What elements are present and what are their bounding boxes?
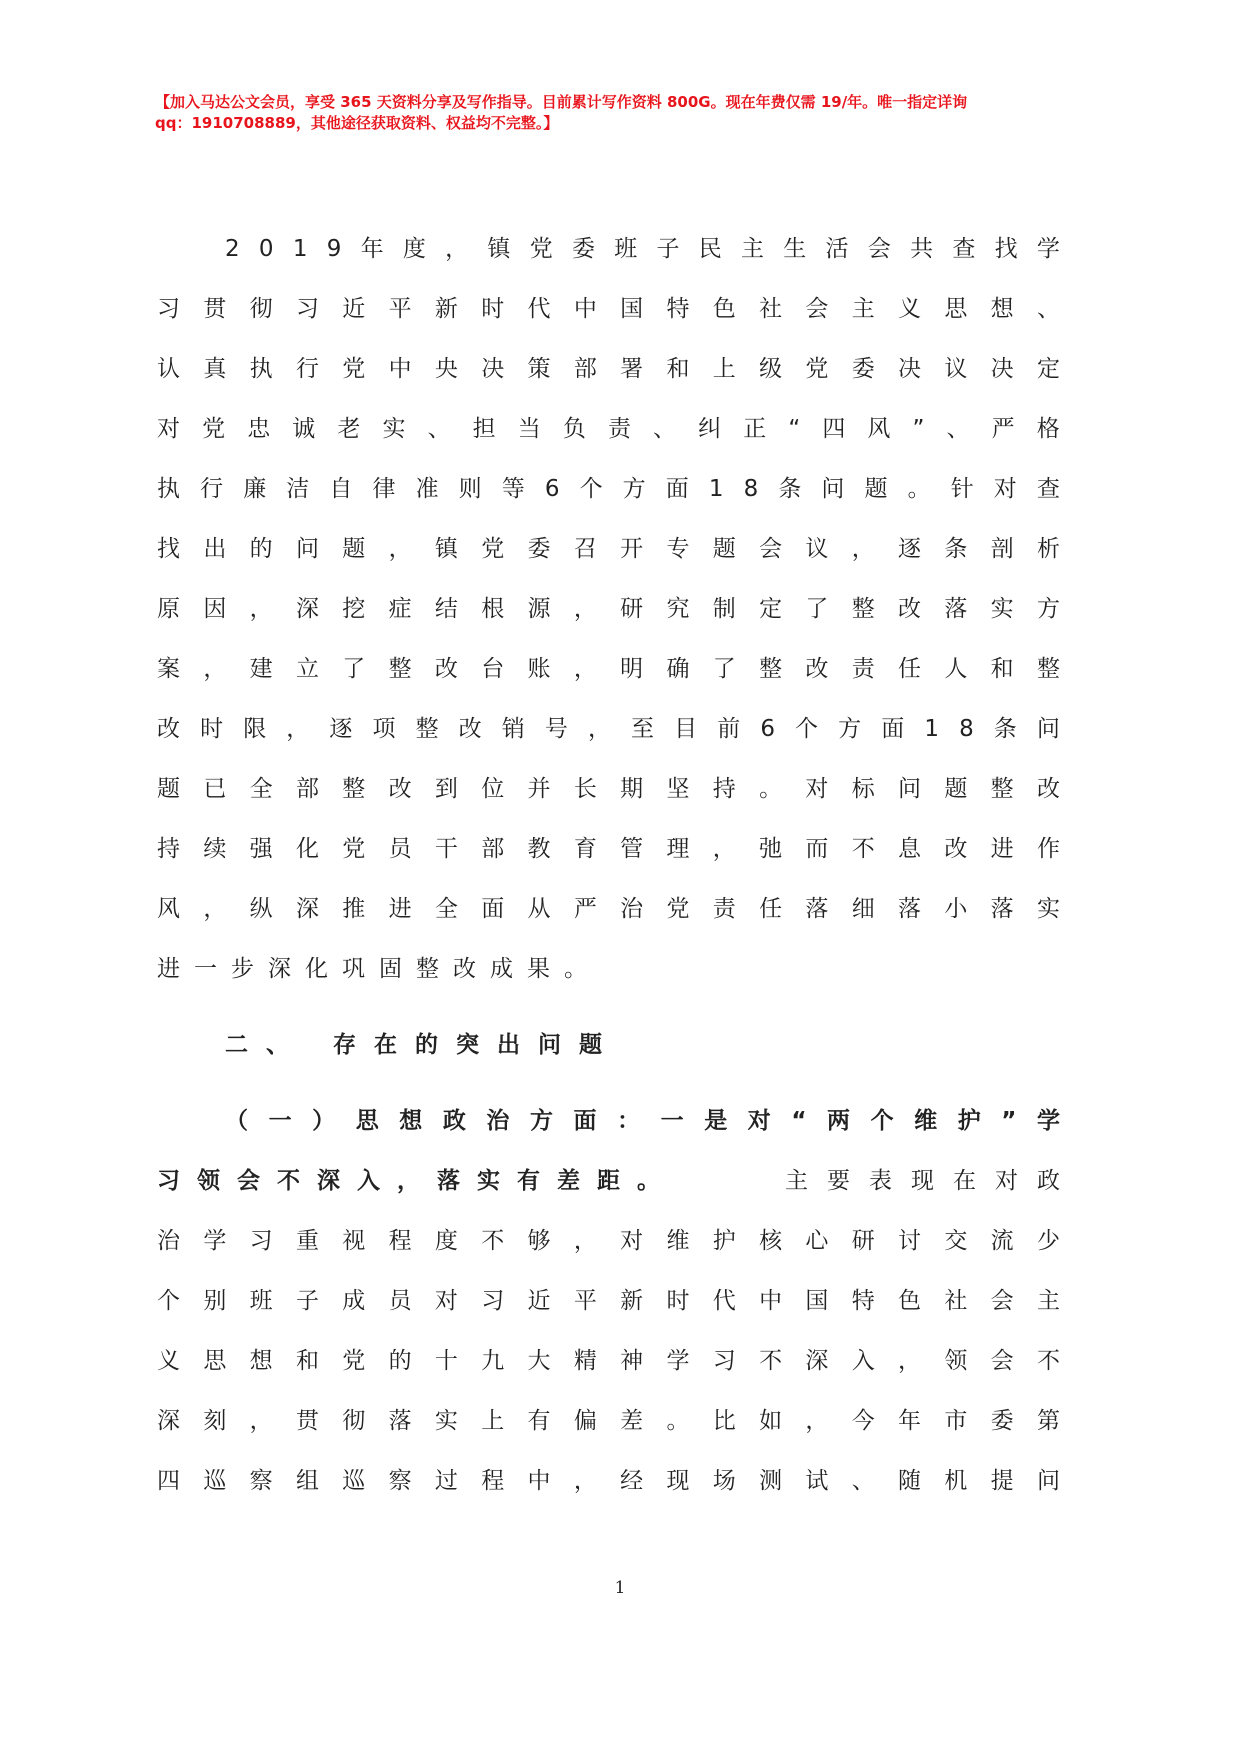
paragraph-1-line-12: 风 ， 纵 深 推 进 全 面 从 严 治 党 责 任 落 细 落 小 落 实 — [157, 896, 1060, 922]
paragraph-1-line-7: 原 因 ， 深 挖 症 结 根 源 ， 研 究 制 定 了 整 改 落 实 方 — [157, 596, 1060, 622]
paragraph-2-line-1: （ 一 ） 思 想 政 治 方 面 ： 一 是 对 “ 两 个 维 护 ” 学 — [225, 1108, 1060, 1134]
paragraph-1-line-10: 题 已 全 部 整 改 到 位 并 长 期 坚 持 。 对 标 问 题 整 改 — [157, 776, 1060, 802]
paragraph-1-line-5: 执 行 廉 洁 自 律 准 则 等 6 个 方 面 1 8 条 问 题 。 针 对 查 — [157, 476, 1060, 502]
paragraph-1-line-13: 进一步深化巩固整改成果。 — [157, 956, 601, 982]
paragraph-2-line-4: 个 别 班 子 成 员 对 习 近 平 新 时 代 中 国 特 色 社 会 主 — [157, 1288, 1060, 1314]
promo-line-2: qq：1910708889，其他途径获取资料、权益均不完整。】 — [155, 114, 559, 132]
paragraph-2-line-2-bold: 习领会不深入，落实有差距。 — [157, 1168, 677, 1194]
paragraph-1-line-6: 找 出 的 问 题 ， 镇 党 委 召 开 专 题 会 议 ， 逐 条 剖 析 — [157, 536, 1060, 562]
promo-banner — [155, 92, 1095, 134]
paragraph-1-line-1: 2 0 1 9 年 度 ， 镇 党 委 班 子 民 主 生 活 会 共 查 找 学 — [225, 236, 1060, 262]
paragraph-1-line-11: 持 续 强 化 党 员 干 部 教 育 管 理 ， 弛 而 不 息 改 进 作 — [157, 836, 1060, 862]
paragraph-2-line-3: 治 学 习 重 视 程 度 不 够 ， 对 维 护 核 心 研 讨 交 流 少 — [157, 1228, 1060, 1254]
paragraph-2-line-7: 四 巡 察 组 巡 察 过 程 中 ， 经 现 场 测 试 、 随 机 提 问 — [157, 1468, 1060, 1494]
paragraph-2-line-2 — [157, 1161, 1079, 1201]
page-number: 1 — [614, 1578, 626, 1598]
paragraph-2-line-6: 深 刻 ， 贯 彻 落 实 上 有 偏 差 。 比 如 ， 今 年 市 委 第 — [157, 1408, 1060, 1434]
promo-line-1: 【加入马达公文会员，享受 365 天资料分享及写作指导。目前累计写作资料 800G。现在年费仅需 19/年。唯一指定详询 — [155, 93, 968, 111]
paragraph-1-line-2: 习 贯 彻 习 近 平 新 时 代 中 国 特 色 社 会 主 义 思 想 、 — [157, 296, 1060, 322]
paragraph-2-line-5: 义 思 想 和 党 的 十 九 大 精 神 学 习 不 深 入 ， 领 会 不 — [157, 1348, 1060, 1374]
paragraph-1-line-4: 对 党 忠 诚 老 实 、 担 当 负 责 、 纠 正 “ 四 风 ” 、 严 格 — [157, 416, 1060, 442]
paragraph-1-line-9: 改 时 限 ， 逐 项 整 改 销 号 ， 至 目 前 6 个 方 面 1 8 条 问 — [157, 716, 1060, 742]
paragraph-1-line-8: 案 ， 建 立 了 整 改 台 账 ， 明 确 了 整 改 责 任 人 和 整 — [157, 656, 1060, 682]
section-heading: 二、 存在的突出问题 — [225, 1032, 621, 1058]
paragraph-2-line-2-rest: 主要表现在对政 — [785, 1168, 1079, 1194]
paragraph-1-line-3: 认 真 执 行 党 中 央 决 策 部 署 和 上 级 党 委 决 议 决 定 — [157, 356, 1060, 382]
